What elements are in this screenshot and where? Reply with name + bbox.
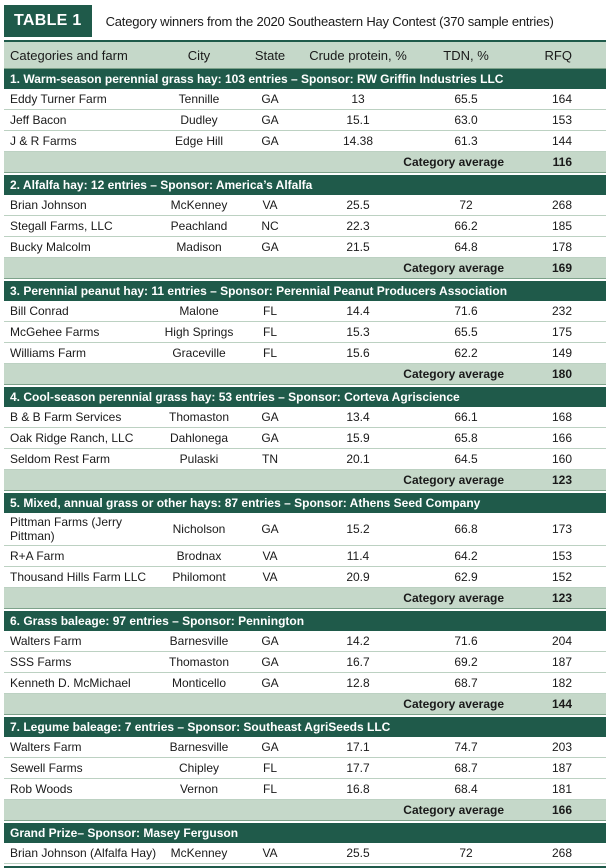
category-average-label: Category average <box>298 258 514 279</box>
crude-protein-value: 12.8 <box>298 673 418 694</box>
category-average-value: 144 <box>514 694 606 715</box>
table-row <box>4 131 606 152</box>
tdn-value: 64.5 <box>418 449 514 470</box>
state: GA <box>242 513 298 546</box>
table-title-bar <box>4 2 606 42</box>
header-tdn: TDN, % <box>418 42 514 69</box>
category-average-value: 123 <box>514 470 606 491</box>
city: Thomaston <box>156 407 242 428</box>
crude-protein-value: 20.1 <box>298 449 418 470</box>
category-average-label: Category average <box>298 694 514 715</box>
table-row <box>4 216 606 237</box>
tdn-value: 68.4 <box>418 779 514 800</box>
crude-protein-value: 14.4 <box>298 301 418 322</box>
farm-name: Kenneth D. McMichael <box>4 673 156 694</box>
crude-protein-value: 22.3 <box>298 216 418 237</box>
tdn-value: 68.7 <box>418 758 514 779</box>
category-header-row <box>4 823 606 843</box>
header-city: City <box>156 42 242 69</box>
city: Vernon <box>156 779 242 800</box>
rfq-value: 232 <box>514 301 606 322</box>
category-average-value: 116 <box>514 152 606 173</box>
rfq-value: 182 <box>514 673 606 694</box>
rfq-value: 268 <box>514 843 606 864</box>
farm-name: Pittman Farms (Jerry Pittman) <box>4 513 156 546</box>
rfq-value: 152 <box>514 567 606 588</box>
category-average-row <box>4 470 606 491</box>
rfq-value: 160 <box>514 449 606 470</box>
category-header-row <box>4 387 606 407</box>
crude-protein-value: 13 <box>298 89 418 110</box>
category-header-row <box>4 611 606 631</box>
farm-name: Bill Conrad <box>4 301 156 322</box>
state: GA <box>242 673 298 694</box>
city: High Springs <box>156 322 242 343</box>
table-row <box>4 89 606 110</box>
rfq-value: 187 <box>514 758 606 779</box>
table-container <box>4 2 606 868</box>
category-title: 1. Warm-season perennial grass hay: 103 entries – Sponsor: RW Griffin Industries LLC <box>4 69 606 90</box>
crude-protein-value: 15.3 <box>298 322 418 343</box>
rfq-value: 187 <box>514 652 606 673</box>
header-category-farm: Categories and farm <box>4 42 156 69</box>
category-average-label: Category average <box>298 800 514 821</box>
rfq-value: 153 <box>514 546 606 567</box>
table-row <box>4 631 606 652</box>
rfq-value: 149 <box>514 343 606 364</box>
table-row <box>4 428 606 449</box>
table-caption: Category winners from the 2020 Southeastern Hay Contest (370 sample entries) <box>105 13 554 29</box>
tdn-value: 62.2 <box>418 343 514 364</box>
header-state: State <box>242 42 298 69</box>
farm-name: Walters Farm <box>4 631 156 652</box>
crude-protein-value: 25.5 <box>298 195 418 216</box>
city: Peachland <box>156 216 242 237</box>
category-header-row <box>4 69 606 90</box>
category-average-label: Category average <box>298 364 514 385</box>
rfq-value: 166 <box>514 428 606 449</box>
state: GA <box>242 407 298 428</box>
category-average-row <box>4 364 606 385</box>
tdn-value: 64.8 <box>418 237 514 258</box>
city: Barnesville <box>156 737 242 758</box>
city: Tennille <box>156 89 242 110</box>
table-row <box>4 546 606 567</box>
state: FL <box>242 322 298 343</box>
city: Nicholson <box>156 513 242 546</box>
state: GA <box>242 737 298 758</box>
table-row <box>4 343 606 364</box>
state: VA <box>242 843 298 864</box>
rfq-value: 268 <box>514 195 606 216</box>
category-average-row <box>4 694 606 715</box>
rfq-value: 144 <box>514 131 606 152</box>
tdn-value: 66.1 <box>418 407 514 428</box>
crude-protein-value: 17.7 <box>298 758 418 779</box>
header-rfq: RFQ <box>514 42 606 69</box>
state: TN <box>242 449 298 470</box>
crude-protein-value: 15.9 <box>298 428 418 449</box>
farm-name: SSS Farms <box>4 652 156 673</box>
state: GA <box>242 652 298 673</box>
rfq-value: 204 <box>514 631 606 652</box>
tdn-value: 65.5 <box>418 322 514 343</box>
city: Thomaston <box>156 652 242 673</box>
state: NC <box>242 216 298 237</box>
crude-protein-value: 15.1 <box>298 110 418 131</box>
city: Graceville <box>156 343 242 364</box>
category-title: 7. Legume baleage: 7 entries – Sponsor: Southeast AgriSeeds LLC <box>4 717 606 737</box>
table-row <box>4 673 606 694</box>
category-header-row <box>4 717 606 737</box>
state: GA <box>242 428 298 449</box>
table-row <box>4 737 606 758</box>
category-average-label: Category average <box>298 470 514 491</box>
category-header-row <box>4 281 606 301</box>
rfq-value: 178 <box>514 237 606 258</box>
state: FL <box>242 758 298 779</box>
header-crude-protein: Crude protein, % <box>298 42 418 69</box>
state: GA <box>242 131 298 152</box>
table-row <box>4 407 606 428</box>
table-row <box>4 322 606 343</box>
state: FL <box>242 779 298 800</box>
city: Brodnax <box>156 546 242 567</box>
category-average-row <box>4 152 606 173</box>
category-title: 6. Grass baleage: 97 entries – Sponsor: Pennington <box>4 611 606 631</box>
city: Madison <box>156 237 242 258</box>
tdn-value: 74.7 <box>418 737 514 758</box>
farm-name: Oak Ridge Ranch, LLC <box>4 428 156 449</box>
category-average-value: 166 <box>514 800 606 821</box>
farm-name: McGehee Farms <box>4 322 156 343</box>
crude-protein-value: 15.6 <box>298 343 418 364</box>
city: Monticello <box>156 673 242 694</box>
tdn-value: 71.6 <box>418 301 514 322</box>
table-body <box>4 69 606 864</box>
rfq-value: 153 <box>514 110 606 131</box>
table-row <box>4 779 606 800</box>
crude-protein-value: 21.5 <box>298 237 418 258</box>
state: GA <box>242 631 298 652</box>
city: Barnesville <box>156 631 242 652</box>
city: Malone <box>156 301 242 322</box>
tdn-value: 63.0 <box>418 110 514 131</box>
crude-protein-value: 15.2 <box>298 513 418 546</box>
tdn-value: 71.6 <box>418 631 514 652</box>
rfq-value: 173 <box>514 513 606 546</box>
rfq-value: 203 <box>514 737 606 758</box>
city: McKenney <box>156 843 242 864</box>
table-row <box>4 301 606 322</box>
category-title: 5. Mixed, annual grass or other hays: 87 entries – Sponsor: Athens Seed Company <box>4 493 606 513</box>
crude-protein-value: 25.5 <box>298 843 418 864</box>
city: Dahlonega <box>156 428 242 449</box>
category-average-value: 169 <box>514 258 606 279</box>
table-label: TABLE 1 <box>4 5 92 37</box>
category-average-value: 180 <box>514 364 606 385</box>
category-average-row <box>4 258 606 279</box>
tdn-value: 62.9 <box>418 567 514 588</box>
farm-name: Bucky Malcolm <box>4 237 156 258</box>
city: McKenney <box>156 195 242 216</box>
crude-protein-value: 13.4 <box>298 407 418 428</box>
city: Philomont <box>156 567 242 588</box>
state: VA <box>242 546 298 567</box>
state: FL <box>242 343 298 364</box>
farm-name: B & B Farm Services <box>4 407 156 428</box>
crude-protein-value: 20.9 <box>298 567 418 588</box>
tdn-value: 72 <box>418 195 514 216</box>
tdn-value: 69.2 <box>418 652 514 673</box>
category-average-row <box>4 588 606 609</box>
rfq-value: 185 <box>514 216 606 237</box>
farm-name: Jeff Bacon <box>4 110 156 131</box>
hay-contest-table <box>4 42 606 864</box>
farm-name: Brian Johnson <box>4 195 156 216</box>
farm-name: Eddy Turner Farm <box>4 89 156 110</box>
table-row <box>4 449 606 470</box>
header-row <box>4 42 606 69</box>
state: GA <box>242 110 298 131</box>
farm-name: Stegall Farms, LLC <box>4 216 156 237</box>
category-average-value: 123 <box>514 588 606 609</box>
table-row <box>4 195 606 216</box>
rfq-value: 181 <box>514 779 606 800</box>
table-row <box>4 237 606 258</box>
rfq-value: 168 <box>514 407 606 428</box>
table-row <box>4 110 606 131</box>
crude-protein-value: 16.8 <box>298 779 418 800</box>
crude-protein-value: 14.2 <box>298 631 418 652</box>
state: VA <box>242 195 298 216</box>
state: VA <box>242 567 298 588</box>
tdn-value: 65.5 <box>418 89 514 110</box>
crude-protein-value: 14.38 <box>298 131 418 152</box>
farm-name: Seldom Rest Farm <box>4 449 156 470</box>
farm-name: Williams Farm <box>4 343 156 364</box>
tdn-value: 68.7 <box>418 673 514 694</box>
farm-name: Walters Farm <box>4 737 156 758</box>
farm-name: Brian Johnson (Alfalfa Hay) <box>4 843 156 864</box>
table-row <box>4 513 606 546</box>
category-header-row <box>4 493 606 513</box>
category-title: Grand Prize– Sponsor: Masey Ferguson <box>4 823 606 843</box>
crude-protein-value: 11.4 <box>298 546 418 567</box>
state: GA <box>242 237 298 258</box>
city: Dudley <box>156 110 242 131</box>
farm-name: Thousand Hills Farm LLC <box>4 567 156 588</box>
table-row <box>4 652 606 673</box>
tdn-value: 65.8 <box>418 428 514 449</box>
category-average-label: Category average <box>298 588 514 609</box>
category-header-row <box>4 175 606 195</box>
table-row <box>4 758 606 779</box>
table-row <box>4 843 606 864</box>
farm-name: Sewell Farms <box>4 758 156 779</box>
tdn-value: 64.2 <box>418 546 514 567</box>
city: Pulaski <box>156 449 242 470</box>
tdn-value: 66.8 <box>418 513 514 546</box>
state: FL <box>242 301 298 322</box>
city: Edge Hill <box>156 131 242 152</box>
category-average-row <box>4 800 606 821</box>
farm-name: R+A Farm <box>4 546 156 567</box>
tdn-value: 72 <box>418 843 514 864</box>
farm-name: Rob Woods <box>4 779 156 800</box>
farm-name: J & R Farms <box>4 131 156 152</box>
crude-protein-value: 16.7 <box>298 652 418 673</box>
state: GA <box>242 89 298 110</box>
rfq-value: 164 <box>514 89 606 110</box>
category-average-label: Category average <box>298 152 514 173</box>
tdn-value: 66.2 <box>418 216 514 237</box>
crude-protein-value: 17.1 <box>298 737 418 758</box>
category-title: 3. Perennial peanut hay: 11 entries – Sponsor: Perennial Peanut Producers Association <box>4 281 606 301</box>
rfq-value: 175 <box>514 322 606 343</box>
table-row <box>4 567 606 588</box>
city: Chipley <box>156 758 242 779</box>
category-title: 4. Cool-season perennial grass hay: 53 entries – Sponsor: Corteva Agriscience <box>4 387 606 407</box>
tdn-value: 61.3 <box>418 131 514 152</box>
category-title: 2. Alfalfa hay: 12 entries – Sponsor: America’s Alfalfa <box>4 175 606 195</box>
